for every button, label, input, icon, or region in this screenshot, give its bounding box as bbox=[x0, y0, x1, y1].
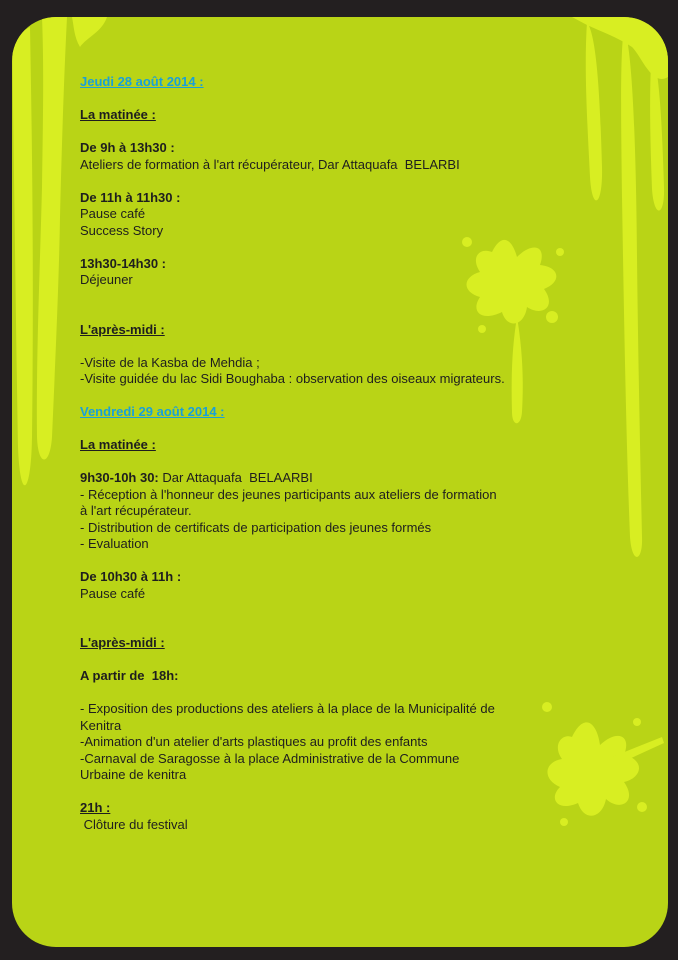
day1-slot2-time: De 11h à 11h30 : bbox=[80, 189, 181, 205]
paint-drip-left-1 bbox=[37, 17, 67, 460]
closing-time: 21h : bbox=[80, 800, 111, 815]
day2-afternoon-line1: - Exposition des productions des ateliers à la place de la Municipalité de bbox=[80, 701, 495, 716]
day2-afternoon-line4: -Carnaval de Saragosse à la place Administrative de la Commune bbox=[80, 750, 460, 766]
day2-afternoon-from: A partir de 18h: bbox=[80, 668, 179, 683]
day1-slot2-line2: Success Story bbox=[80, 222, 164, 238]
day1-slot3-desc: Déjeuner bbox=[80, 272, 133, 287]
program-text bbox=[80, 74, 600, 833]
day1-morning-heading: La matinée : bbox=[80, 107, 156, 122]
day2-afternoon-heading: L'après-midi : bbox=[80, 635, 165, 650]
day1-slot3-time: 13h30-14h30 : bbox=[80, 255, 166, 271]
program-card bbox=[12, 17, 668, 947]
day2-afternoon-line3: -Animation d'un atelier d'arts plastiques au profit des enfants bbox=[80, 734, 428, 749]
day1-slot1-time: De 9h à 13h30 : bbox=[80, 140, 175, 155]
day2-morning-heading: La matinée : bbox=[80, 437, 156, 452]
day2-slot1-line4: - Evaluation bbox=[80, 536, 149, 551]
day2-slot1-header bbox=[80, 470, 600, 487]
paint-drip-right-1 bbox=[621, 27, 642, 557]
day2-slot1-line1: - Réception à l'honneur des jeunes participants aux ateliers de formation bbox=[80, 486, 497, 502]
paint-drip-left-3 bbox=[72, 17, 107, 47]
day1-afternoon-line1: -Visite de la Kasba de Mehdia ; bbox=[80, 354, 260, 370]
day1-heading: Jeudi 28 août 2014 : bbox=[80, 74, 204, 89]
paint-drip-left-2 bbox=[12, 27, 33, 485]
day2-afternoon-line2: Kenitra bbox=[80, 717, 122, 733]
day2-slot1-time: 9h30-10h 30: bbox=[80, 470, 159, 485]
day1-afternoon-line2: -Visite guidée du lac Sidi Boughaba : observation des oiseaux migrateurs. bbox=[80, 371, 505, 386]
day2-slot1-line3: - Distribution de certificats de participation des jeunes formés bbox=[80, 519, 432, 535]
day2-heading: Vendredi 29 août 2014 : bbox=[80, 404, 225, 419]
day1-slot1-desc: Ateliers de formation à l'art récupérateur, Dar Attaquafa BELARBI bbox=[80, 156, 460, 172]
day1-afternoon-heading: L'après-midi : bbox=[80, 321, 165, 337]
day1-slot2-line1: Pause café bbox=[80, 206, 146, 221]
day2-slot2-time: De 10h30 à 11h : bbox=[80, 569, 182, 584]
day2-slot2-desc: Pause café bbox=[80, 585, 146, 601]
day2-slot1-line2: à l'art récupérateur. bbox=[80, 503, 192, 518]
closing-desc: Clôture du festival bbox=[80, 816, 188, 832]
day2-slot1-place: Dar Attaquafa BELAARBI bbox=[158, 470, 313, 485]
day2-afternoon-line5: Urbaine de kenitra bbox=[80, 767, 187, 782]
